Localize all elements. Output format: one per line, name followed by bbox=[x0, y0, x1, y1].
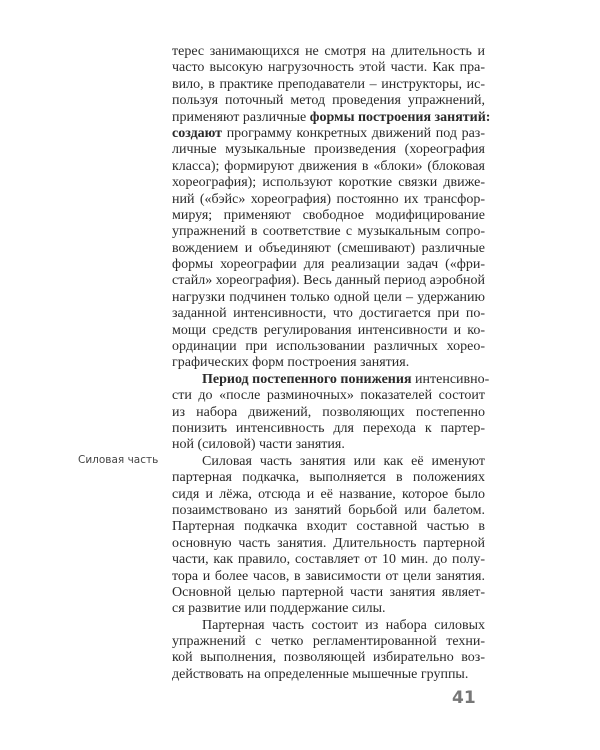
text: заданной интенсивности, что достигается при по- bbox=[172, 306, 485, 322]
text-line bbox=[172, 93, 485, 109]
text: действовать на определенные мышечные группы. bbox=[172, 666, 469, 682]
text-line bbox=[172, 371, 490, 388]
text-line bbox=[172, 585, 485, 601]
text-line bbox=[172, 109, 491, 126]
text: сти до «после разминочных» показателей состоит bbox=[172, 388, 485, 404]
text-line bbox=[172, 241, 485, 257]
text: вождением и объединяют (смешивают) различные bbox=[172, 240, 485, 256]
text: Партерная часть состоит из набора силовых bbox=[202, 617, 485, 633]
text: нагрузки подчинен только одной цели – удержанию bbox=[172, 289, 485, 305]
text: применяют различные bbox=[172, 109, 310, 125]
text: части, как правило, составляет от 10 мин. до полу- bbox=[172, 552, 485, 568]
text: класса); формируют движения в «блоки» (блоковая bbox=[172, 158, 485, 174]
bold-text: создают bbox=[172, 125, 223, 141]
page-number: 41 bbox=[452, 688, 476, 708]
text: понизить интенсивность для перехода к партер- bbox=[172, 420, 485, 436]
text-line bbox=[172, 44, 485, 60]
paragraph bbox=[172, 618, 485, 684]
text: кой выполнения, позволяющей избирательно воз- bbox=[172, 650, 485, 666]
text: сидя и лёжа, отсюда и её название, которое было bbox=[172, 486, 485, 502]
text: мощи средств регулирования интенсивности и ко- bbox=[172, 322, 485, 338]
text-line bbox=[172, 569, 485, 585]
text-line bbox=[172, 454, 485, 470]
text: основную часть занятия. Длительность партерной bbox=[172, 535, 485, 551]
text-line bbox=[172, 503, 485, 519]
text: ординации при использовании различных хорео- bbox=[172, 339, 485, 355]
text: формы хореографии для реализации задач («фри- bbox=[172, 257, 485, 273]
text: графических форм построения занятия. bbox=[172, 355, 410, 371]
text: пользуя поточный метод проведения упражнений, bbox=[172, 93, 485, 109]
paragraph bbox=[172, 44, 491, 372]
text: вило, в практике преподаватели – инструкторы, ис- bbox=[172, 76, 485, 92]
text-line bbox=[172, 208, 485, 224]
text: Основной целью партерной части занятия являет- bbox=[172, 584, 485, 600]
text: Партерная подкачка входит составной частью в bbox=[172, 519, 485, 535]
text-line bbox=[172, 273, 485, 289]
text: ной (силовой) части занятия. bbox=[172, 437, 345, 453]
text-line bbox=[172, 159, 485, 175]
text: позаимствовано из занятий борьбой или балетом. bbox=[172, 502, 485, 518]
text-line bbox=[172, 437, 485, 453]
text: ний («бэйс» хореография) постоянно их трансфор- bbox=[172, 191, 485, 207]
text-line bbox=[172, 667, 485, 683]
text: интенсивно- bbox=[411, 371, 490, 387]
text-line bbox=[172, 536, 485, 552]
text-line bbox=[172, 470, 485, 486]
text-line bbox=[172, 519, 485, 535]
text-line bbox=[172, 552, 485, 568]
text-line bbox=[172, 257, 485, 273]
bold-text: формы построения занятий: bbox=[309, 109, 491, 125]
text: программу конкретных движений под раз- bbox=[222, 125, 485, 141]
text-line bbox=[172, 192, 485, 208]
bold-text: Период постепенного понижения bbox=[202, 371, 412, 387]
text-line bbox=[172, 175, 485, 191]
paragraph bbox=[172, 454, 485, 618]
text-line bbox=[172, 290, 485, 306]
margin-note: Силовая часть bbox=[78, 454, 159, 466]
text-line bbox=[172, 60, 485, 76]
text: упражнений в соответствие с музыкальным сопро- bbox=[172, 224, 485, 240]
body-text bbox=[172, 44, 491, 683]
text: личные музыкальные произведения (хореография bbox=[172, 142, 485, 158]
text: ся развитие или поддержание силы. bbox=[172, 601, 386, 617]
text: из набора движений, позволяющих постепенно bbox=[172, 404, 485, 420]
text-line bbox=[172, 405, 485, 421]
text-line bbox=[172, 650, 485, 666]
text-line bbox=[172, 142, 485, 158]
text: терес занимающихся не смотря на длительность и bbox=[172, 44, 485, 59]
text: хореография); используют короткие связки движе- bbox=[172, 175, 485, 191]
text-line bbox=[172, 388, 485, 404]
text-line bbox=[172, 224, 485, 240]
text-line bbox=[172, 306, 485, 322]
text: партерная подкачка, выполняется в положениях bbox=[172, 470, 485, 486]
paragraph bbox=[172, 371, 490, 454]
text-line bbox=[172, 126, 485, 142]
text: мируя; применяют свободное модифицирование bbox=[172, 207, 485, 223]
text: Силовая часть занятия или как её именуют bbox=[202, 453, 485, 469]
text-line bbox=[172, 323, 485, 339]
text-line bbox=[172, 355, 485, 371]
text-line bbox=[172, 601, 485, 617]
text-line bbox=[172, 618, 485, 634]
text-line bbox=[172, 634, 485, 650]
text: стайл» хореография). Весь данный период аэробной bbox=[172, 273, 485, 289]
text-line bbox=[172, 487, 485, 503]
text-line bbox=[172, 77, 485, 93]
text: тора и более часов, в зависимости от цели занятия. bbox=[172, 568, 485, 584]
text: часто высокую нагрузочность этой части. Как пра- bbox=[172, 60, 485, 76]
text: упражнений с четко регламентированной техни- bbox=[172, 634, 485, 650]
text-line bbox=[172, 339, 485, 355]
text-line bbox=[172, 421, 485, 437]
